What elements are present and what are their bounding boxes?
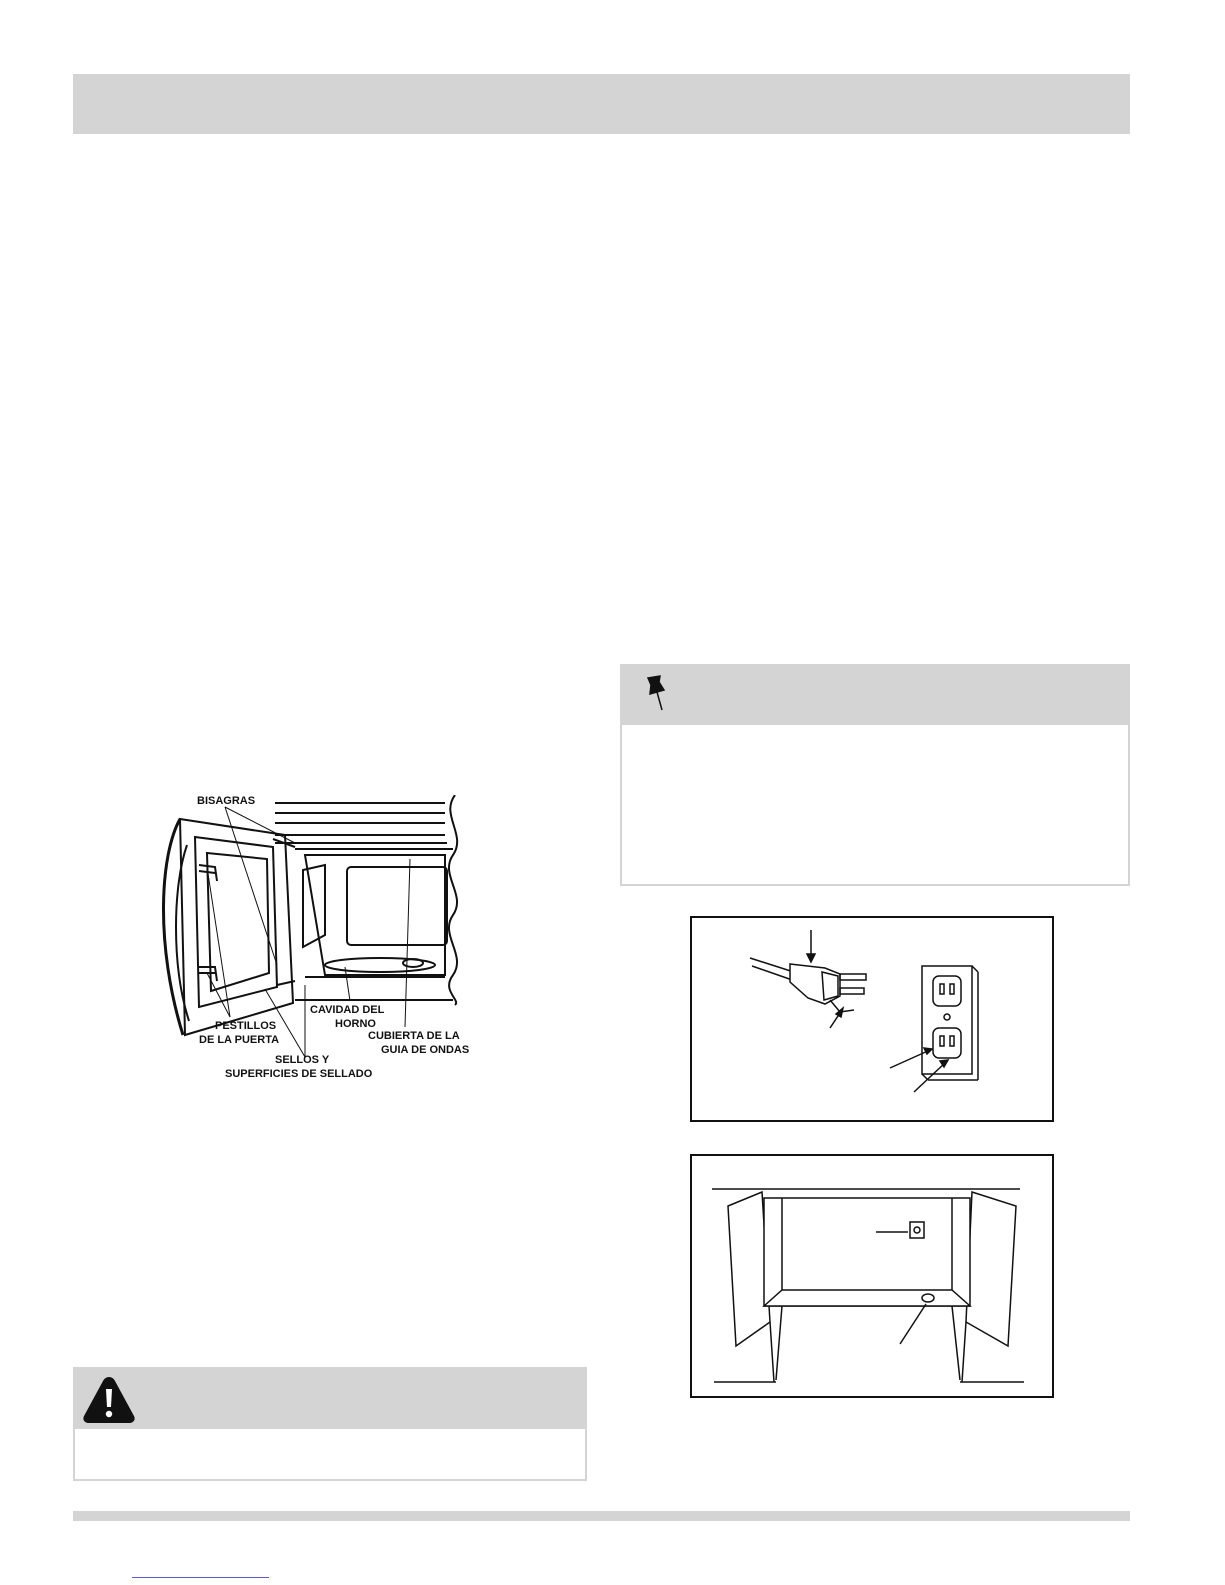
bottom-link-underline[interactable] [132,1577,269,1578]
warning-box [73,1367,587,1481]
note-box [620,664,1130,886]
label-seals-1: SELLOS Y [275,1054,330,1066]
label-waveguide-cover-2: GUIA DE ONDAS [381,1044,470,1056]
label-door-latches-2: DE LA PUERTA [199,1034,280,1046]
grounded-plug-diagram [690,916,1054,1122]
label-oven-cavity-1: CAVIDAD DEL [310,1004,385,1016]
label-waveguide-cover-1: CUBIERTA DE LA [368,1030,460,1042]
page-footer-band [73,1511,1130,1521]
label-oven-cavity-2: HORNO [335,1018,376,1030]
label-hinges: BISAGRAS [197,795,256,807]
cabinet-outlet-diagram [690,1154,1054,1398]
label-door-latches-1: PESTILLOS [215,1020,277,1032]
pushpin-icon [642,674,672,714]
warning-header [75,1369,585,1429]
note-header [622,666,1128,725]
oven-diagram [155,795,485,1097]
page-header-band [73,74,1130,134]
label-seals-2: SUPERFICIES DE SELLADO [225,1068,373,1080]
warning-icon [81,1374,137,1424]
